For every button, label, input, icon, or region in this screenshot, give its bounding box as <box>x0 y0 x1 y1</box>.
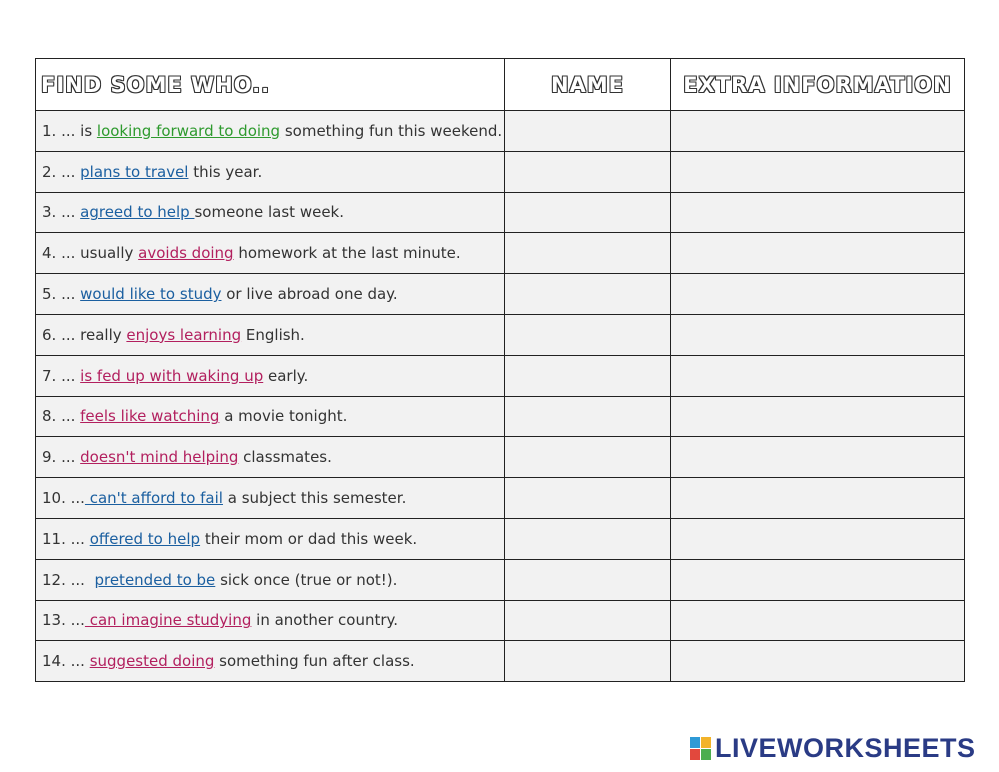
prompt-cell <box>36 111 505 152</box>
prompt-suffix: this year. <box>188 162 263 181</box>
find-someone-who-table <box>35 58 965 682</box>
header-name: NAME <box>505 59 671 111</box>
target-phrase: pretended to be <box>94 570 216 589</box>
prompt-suffix: classmates. <box>238 448 332 467</box>
extra-information-answer-cell[interactable] <box>671 600 965 641</box>
target-phrase: enjoys learning <box>126 325 242 344</box>
name-answer-cell[interactable] <box>505 355 671 396</box>
target-phrase: can't afford to fail <box>84 489 223 508</box>
extra-information-answer-cell[interactable] <box>671 559 965 600</box>
name-answer-cell[interactable] <box>505 314 671 355</box>
prompt-suffix: their mom or dad this week. <box>200 529 418 548</box>
prompt-prefix: 1. ... is <box>42 121 97 140</box>
table-row <box>36 437 965 478</box>
table-row <box>36 559 965 600</box>
extra-information-answer-cell[interactable] <box>671 314 965 355</box>
target-phrase: suggested doing <box>89 652 215 671</box>
logo-square <box>701 749 711 760</box>
prompt-cell <box>36 151 505 192</box>
prompt-cell <box>36 600 505 641</box>
prompt-prefix: 10. ... <box>42 489 85 508</box>
logo-square <box>690 749 700 760</box>
name-answer-cell[interactable] <box>505 396 671 437</box>
extra-information-answer-cell[interactable] <box>671 437 965 478</box>
target-phrase: agreed to help <box>80 203 195 222</box>
prompt-prefix: 2. ... <box>42 162 81 181</box>
extra-information-answer-cell[interactable] <box>671 274 965 315</box>
name-answer-cell[interactable] <box>505 559 671 600</box>
prompt-suffix: English. <box>241 325 305 344</box>
table-row <box>36 518 965 559</box>
table-row <box>36 600 965 641</box>
prompt-suffix: or live abroad one day. <box>221 285 398 304</box>
liveworksheets-brand <box>690 730 976 766</box>
prompt-cell <box>36 518 505 559</box>
extra-information-answer-cell[interactable] <box>671 233 965 274</box>
prompt-cell <box>36 314 505 355</box>
extra-information-answer-cell[interactable] <box>671 641 965 682</box>
table-row <box>36 641 965 682</box>
prompt-prefix: 4. ... usually <box>42 244 139 263</box>
table-row <box>36 111 965 152</box>
prompt-suffix: homework at the last minute. <box>233 244 461 263</box>
target-phrase: would like to study <box>80 285 222 304</box>
name-answer-cell[interactable] <box>505 233 671 274</box>
name-answer-cell[interactable] <box>505 437 671 478</box>
target-phrase: is fed up with waking up <box>80 366 264 385</box>
prompt-suffix: a subject this semester. <box>222 489 407 508</box>
name-answer-cell[interactable] <box>505 192 671 233</box>
prompt-suffix: someone last week. <box>194 203 345 222</box>
prompt-cell <box>36 559 505 600</box>
target-phrase: can imagine studying <box>84 611 252 630</box>
prompt-prefix: 11. ... <box>42 529 90 548</box>
table-row <box>36 274 965 315</box>
target-phrase: plans to travel <box>80 162 189 181</box>
prompt-cell <box>36 437 505 478</box>
name-answer-cell[interactable] <box>505 600 671 641</box>
extra-information-answer-cell[interactable] <box>671 518 965 559</box>
prompt-prefix: 9. ... <box>42 448 81 467</box>
extra-information-answer-cell[interactable] <box>671 151 965 192</box>
logo-square <box>690 737 700 748</box>
extra-information-answer-cell[interactable] <box>671 111 965 152</box>
target-phrase: avoids doing <box>138 244 234 263</box>
prompt-prefix: 5. ... <box>42 285 81 304</box>
table-row <box>36 233 965 274</box>
logo-square <box>701 737 711 748</box>
prompt-prefix: 12. ... <box>42 570 95 589</box>
name-answer-cell[interactable] <box>505 274 671 315</box>
header-row <box>36 59 965 111</box>
prompt-prefix: 6. ... really <box>42 325 127 344</box>
name-answer-cell[interactable] <box>505 641 671 682</box>
prompt-prefix: 3. ... <box>42 203 81 222</box>
prompt-cell <box>36 396 505 437</box>
table-row <box>36 478 965 519</box>
prompt-suffix: in another country. <box>251 611 399 630</box>
extra-information-answer-cell[interactable] <box>671 396 965 437</box>
prompt-cell <box>36 355 505 396</box>
table-row <box>36 355 965 396</box>
prompt-prefix: 13. ... <box>42 611 85 630</box>
prompt-suffix: something fun this weekend. <box>280 121 503 140</box>
name-answer-cell[interactable] <box>505 111 671 152</box>
prompt-cell <box>36 478 505 519</box>
prompt-suffix: a movie tonight. <box>219 407 348 426</box>
name-answer-cell[interactable] <box>505 151 671 192</box>
target-phrase: feels like watching <box>80 407 220 426</box>
prompt-cell <box>36 192 505 233</box>
table-row <box>36 192 965 233</box>
worksheet <box>35 58 964 682</box>
header-find-some-who: FIND SOME WHO.. <box>36 59 505 111</box>
table-row <box>36 396 965 437</box>
target-phrase: looking forward to doing <box>96 121 281 140</box>
table-row <box>36 314 965 355</box>
table-row <box>36 151 965 192</box>
prompt-cell <box>36 233 505 274</box>
prompt-suffix: sick once (true or not!). <box>215 570 398 589</box>
prompt-cell <box>36 274 505 315</box>
name-answer-cell[interactable] <box>505 518 671 559</box>
prompt-suffix: something fun after class. <box>214 652 415 671</box>
prompt-prefix: 14. ... <box>42 652 90 671</box>
prompt-prefix: 7. ... <box>42 366 81 385</box>
prompt-suffix: early. <box>263 366 309 385</box>
target-phrase: offered to help <box>89 529 201 548</box>
liveworksheets-logo-icon <box>690 737 711 760</box>
prompt-prefix: 8. ... <box>42 407 81 426</box>
extra-information-answer-cell[interactable] <box>671 478 965 519</box>
extra-information-answer-cell[interactable] <box>671 192 965 233</box>
brand-name: LIVEWORKSHEETS <box>715 732 976 763</box>
target-phrase: doesn't mind helping <box>80 448 239 467</box>
extra-information-answer-cell[interactable] <box>671 355 965 396</box>
name-answer-cell[interactable] <box>505 478 671 519</box>
header-extra-information: EXTRA INFORMATION <box>671 59 965 111</box>
prompt-cell <box>36 641 505 682</box>
